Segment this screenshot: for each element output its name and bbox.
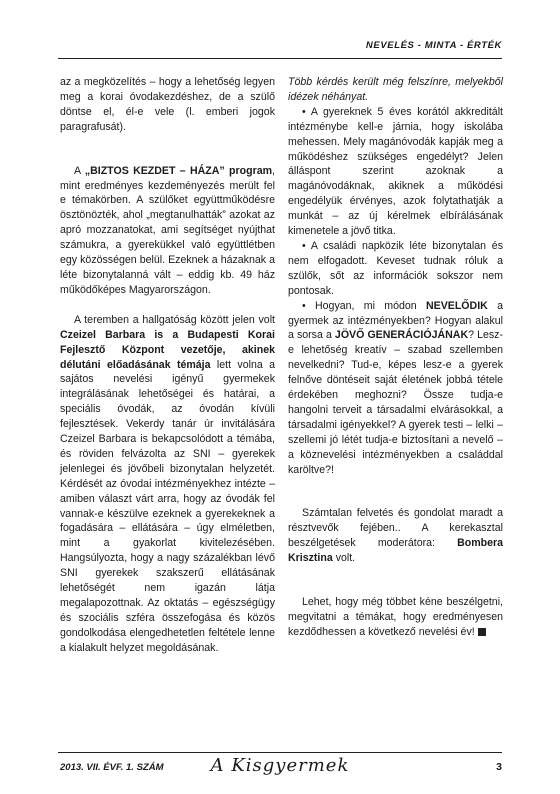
left-column xyxy=(60,75,275,656)
program-name: „BIZTOS KEZDET – HÁZA” program xyxy=(84,164,273,177)
running-header xyxy=(0,40,560,55)
bullet-nevelodik: • Hogyan, mi módon NEVELŐDIK a gyermek az intézményekben? Hogyan alakul a sorsa a JÖVŐ GENERÁCIÓJÁNAK? Lesz-e lehetőség kreatív – szabad szellemben nevelkedni? Tud-e, képes lesz-e a gyerek felnőve döntéseit saját életének jobbá tétele érdekében meghozni? Össze tudja-e hangolni terveit a társadalmi elvárásokkal, a társadalmi igényekkel? A gyerek testi – lelki – szellemi jó létét tudja-e biztosítani a nevelő – a köznevelési intézményekben a családdal karöltve?! xyxy=(288,299,503,476)
page-number: 3 xyxy=(496,761,502,773)
magazine-title: A Kisgyermek xyxy=(210,755,350,776)
right-column xyxy=(288,75,503,640)
header-title: NEVELÉS - MINTA - ÉRTÉK xyxy=(365,40,502,51)
moderator-name: Bombera Krisztina xyxy=(288,537,503,565)
bullet-napkozik: • A családi napközik léte bizonytalan és nem elfogadott. Keveset tudnak róluk a szülők, sőt az információk sokszor nem pontosak. xyxy=(288,239,503,297)
paragraph-1: az a megközelítés – hogy a lehetőség legyen meg a korai óvodakezdéshez, de a szülő döntse el, él-e vele (l. emberi jogok paragrafusát). xyxy=(60,76,275,133)
footer-rule xyxy=(58,752,502,753)
speaker-name: Czeizel Barbara is a Budapesti Korai Fejlesztő Központ vezetője, akinek délutáni előadásának témája xyxy=(60,328,275,371)
bullet-akkreditalt: • A gyereknek 5 éves korától akkreditált intézménybe kell-e járnia, hogy iskolába mehessen. Mely magánóvodák kapják meg a működéshez szükséges engedélyt? Jelen álláspont szerint azoknak a magánóvodáknak, akiknek a működési engedélyük érvényes, azok folytathatják a munkát – az új kérelmek elbírálásának kimenetele a jövő titka. xyxy=(288,105,503,238)
header-rule xyxy=(58,58,502,59)
paragraph-biztos-kezdet: A „BIZTOS KEZDET – HÁZA” program, mint eredményes kezdeményezés merült fel e témakörben. A szülőket együttműködésre ösztönözték, ahol „megtanulhatták” azokat az apró mozzanatokat, ami segítséget nyújthat számukra, a gyerekükkel való együttlétben egy közösségen belül. Ezeknek a házaknak a léte bizonytalanná vált – eddig kb. 49 ház működőképes Magyarországon. xyxy=(60,164,275,296)
end-mark-icon xyxy=(478,628,486,636)
issue-label: 2013. VII. ÉVF. 1. SZÁM xyxy=(60,762,164,773)
questions-intro: Több kérdés került még felszínre, melyekből idézek néhányat. xyxy=(288,76,503,103)
paragraph-czeizel: A teremben a hallgatóság között jelen volt Czeizel Barbara is a Budapesti Korai Fejlesztő Központ vezetője, akinek délutáni előadásának témája lett volna a sajátos nevelési igényű gyermekek integrálásának lehetőségei és határai, a speciális óvodák, az óvodán kívüli fejlesztések. Vekerdy tanár úr invitálására Czeizel Barbara is bekapcsolódott a témába, és röviden felvázolta az SNI – gyerekek jelenlegei és jövőbeli bizonytalan helyzetét. Kérdését az óvodai intézményekhez intézte – amiben választ várt arra, hogy az óvodák fel vannak-e készülve ezeknek a gyerekeknek a fogadására – ellátására – úgy elméletben, mint a gyakorlat kivitelezésében. Hangsúlyozta, hogy a nagy százalékban lévő SNI gyerekek szakszerű ellátásának lehetőségét nem igazán látja megalapozottnak. Az oktatás – egészségügy és szociális szféra összefogása és közös gondolkodása elengedhetetlen feltétele lenne a kialakult helyzet megoldásának. xyxy=(60,313,275,654)
paragraph-closing: Lehet, hogy még többet kéne beszélgetni, megvitatni a témákat, hogy eredményesen kezdődhessen a következő nevelési év! xyxy=(288,596,503,638)
paragraph-moderator: Számtalan felvetés és gondolat maradt a résztvevők fejében.. A kerekasztal beszélgetések moderátora: Bombera Krisztina volt. xyxy=(288,507,503,565)
